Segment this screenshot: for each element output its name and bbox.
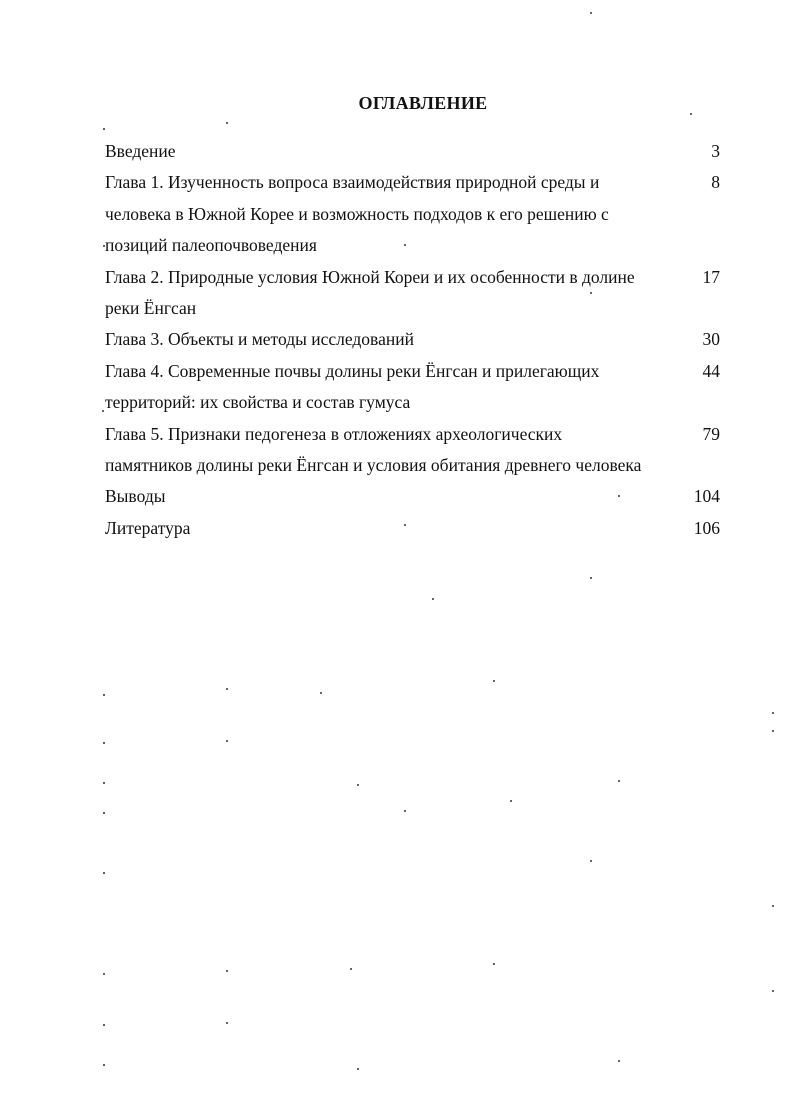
toc-entry-title: Литература (105, 517, 191, 538)
scan-speck (618, 1060, 620, 1062)
toc-entry-chapter-5 (105, 419, 720, 482)
scan-speck (357, 784, 359, 786)
scan-speck (510, 800, 512, 802)
scan-speck (226, 740, 228, 742)
scan-speck (357, 1068, 359, 1070)
toc-entry-chapter-2 (105, 262, 720, 325)
scan-speck (772, 712, 774, 714)
scan-speck (618, 780, 620, 782)
toc-entry-title: Глава 4. Современные почвы долины реки Ёнгсан и прилегающих территорий: их свойства и состав гумуса (105, 360, 600, 413)
scan-speck (103, 782, 105, 784)
toc-entry-page: 44 (702, 360, 720, 381)
scan-speck (102, 410, 104, 412)
table-of-contents (105, 136, 720, 544)
scan-speck (103, 973, 105, 975)
scan-speck (350, 968, 352, 970)
scan-speck (226, 970, 228, 972)
scan-speck (103, 742, 105, 744)
scan-speck (772, 730, 774, 732)
scan-speck (772, 905, 774, 907)
scan-speck (590, 12, 592, 14)
scan-speck (103, 812, 105, 814)
toc-entry-introduction (105, 136, 720, 167)
scan-speck (103, 1024, 105, 1026)
scan-speck (103, 872, 105, 874)
scan-speck (590, 860, 592, 862)
scan-speck (590, 577, 592, 579)
scan-speck (226, 1022, 228, 1024)
toc-entry-page: 17 (702, 266, 720, 287)
scan-speck (590, 292, 592, 294)
toc-entry-title: Глава 2. Природные условия Южной Кореи и их особенности в долине реки Ёнгсан (105, 266, 635, 319)
toc-entry-conclusions (105, 481, 720, 512)
scan-speck (618, 495, 620, 497)
scan-speck (103, 245, 105, 247)
toc-entry-page: 8 (711, 172, 720, 193)
toc-entry-chapter-3 (105, 324, 720, 355)
toc-entry-page: 106 (693, 517, 720, 538)
scan-speck (103, 128, 105, 130)
scan-speck (404, 524, 406, 526)
scan-speck (103, 694, 105, 696)
toc-entry-page: 3 (711, 141, 720, 161)
toc-entry-page: 104 (693, 486, 720, 507)
toc-entry-title: Введение (105, 141, 176, 161)
toc-entry-title: Глава 3. Объекты и методы исследований (105, 329, 414, 350)
toc-entry-title: Глава 5. Признаки педогенеза в отложениях археологических памятников долины реки Ёнгсан и условия обитания древнего человека (105, 423, 642, 476)
scan-speck (493, 963, 495, 965)
scan-speck (432, 598, 434, 600)
toc-entry-title: Выводы (105, 486, 166, 507)
toc-entry-references (105, 513, 720, 544)
toc-entry-title: Глава 1. Изученность вопроса взаимодействия природной среды и человека в Южной Корее и возможность подходов к его решению с позиций палеопочвоведения (105, 172, 609, 256)
scan-speck (404, 810, 406, 812)
scan-speck (772, 990, 774, 992)
toc-entry-page: 79 (702, 423, 720, 444)
toc-entry-page: 30 (702, 329, 720, 350)
page-title: ОГЛАВЛЕНИЕ (358, 93, 488, 113)
toc-entry-chapter-4 (105, 356, 720, 419)
scan-speck (404, 244, 406, 246)
toc-entry-chapter-1 (105, 167, 720, 261)
scan-speck (226, 122, 228, 124)
scan-speck (493, 680, 495, 682)
scan-speck (103, 1064, 105, 1066)
scan-speck (226, 688, 228, 690)
scan-speck (690, 113, 692, 115)
scan-speck (320, 692, 322, 694)
